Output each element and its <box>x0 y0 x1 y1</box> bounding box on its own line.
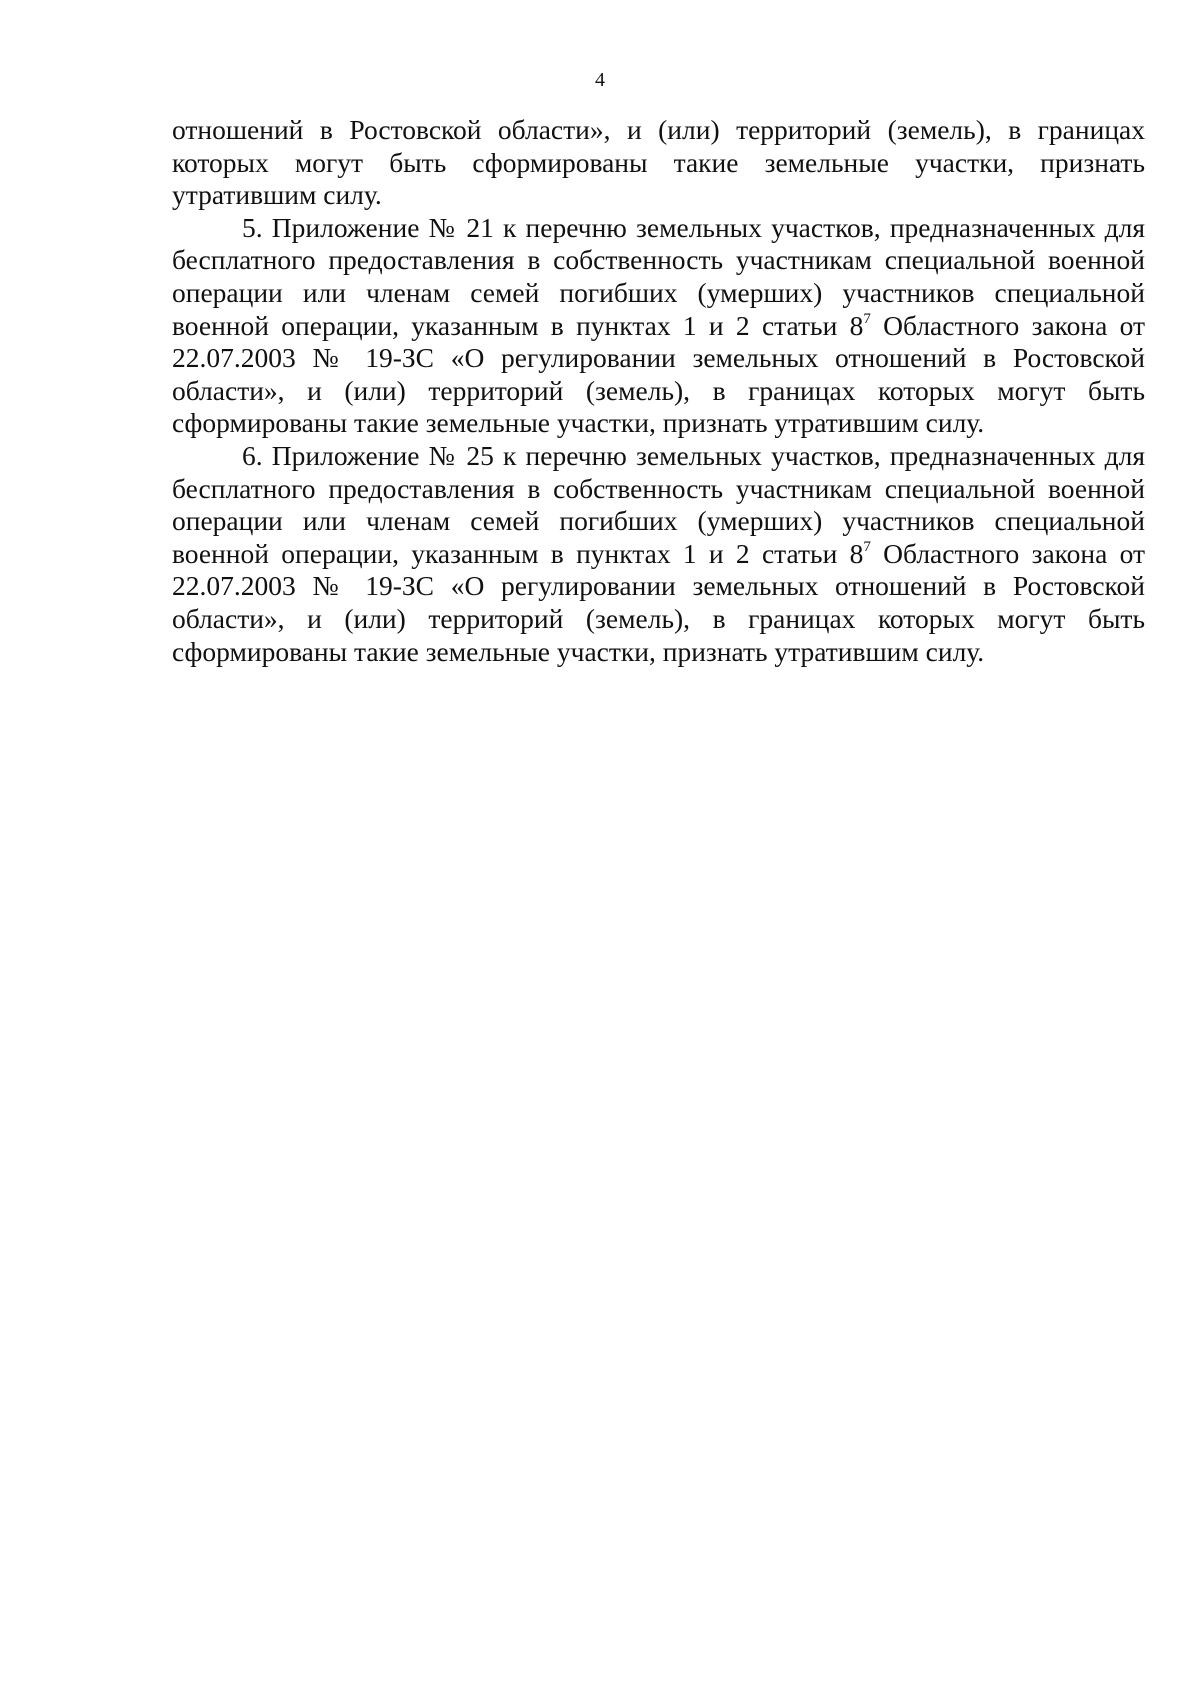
paragraph-item-5-text-continued: Областного закона от 22.07.2003 № 19-ЗС «О регулировании земельных отношений в Ростовской области», и (или) территорий (земель), в границах которых могут быть сформированы такие земельные участки, признать утратившим силу. <box>172 309 1145 439</box>
paragraph-item-6 <box>172 440 1145 668</box>
page-number: 4 <box>595 69 605 91</box>
paragraph-item-6-text: 6. Приложение № 25 к перечню земельных участков, предназначенных для бесплатного предоставления в собственность участникам специальной военной операции или членам семей погибших (умерших) участников специальной военной операции, указанным в пунктах 1 и 2 статьи 8 <box>172 439 1145 569</box>
document-body <box>172 114 1145 668</box>
paragraph-continuation: отношений в Ростовской области», и (или) территорий (земель), в границах которых могут быть сформированы такие земельные участки, признать утратившим силу. <box>172 114 1145 211</box>
paragraph-item-6-text-continued: Областного закона от 22.07.2003 № 19-ЗС «О регулировании земельных отношений в Ростовской области», и (или) территорий (земель), в границах которых могут быть сформированы такие земельные участки, признать утратившим силу. <box>172 537 1145 667</box>
article-superscript: 7 <box>863 538 871 555</box>
paragraph-item-5-text: 5. Приложение № 21 к перечню земельных участков, предназначенных для бесплатного предоставления в собственность участникам специальной военной операции или членам семей погибших (умерших) участников специальной военной операции, указанным в пунктах 1 и 2 статьи 8 <box>172 211 1145 341</box>
article-superscript: 7 <box>863 310 871 327</box>
paragraph-item-5 <box>172 212 1145 440</box>
